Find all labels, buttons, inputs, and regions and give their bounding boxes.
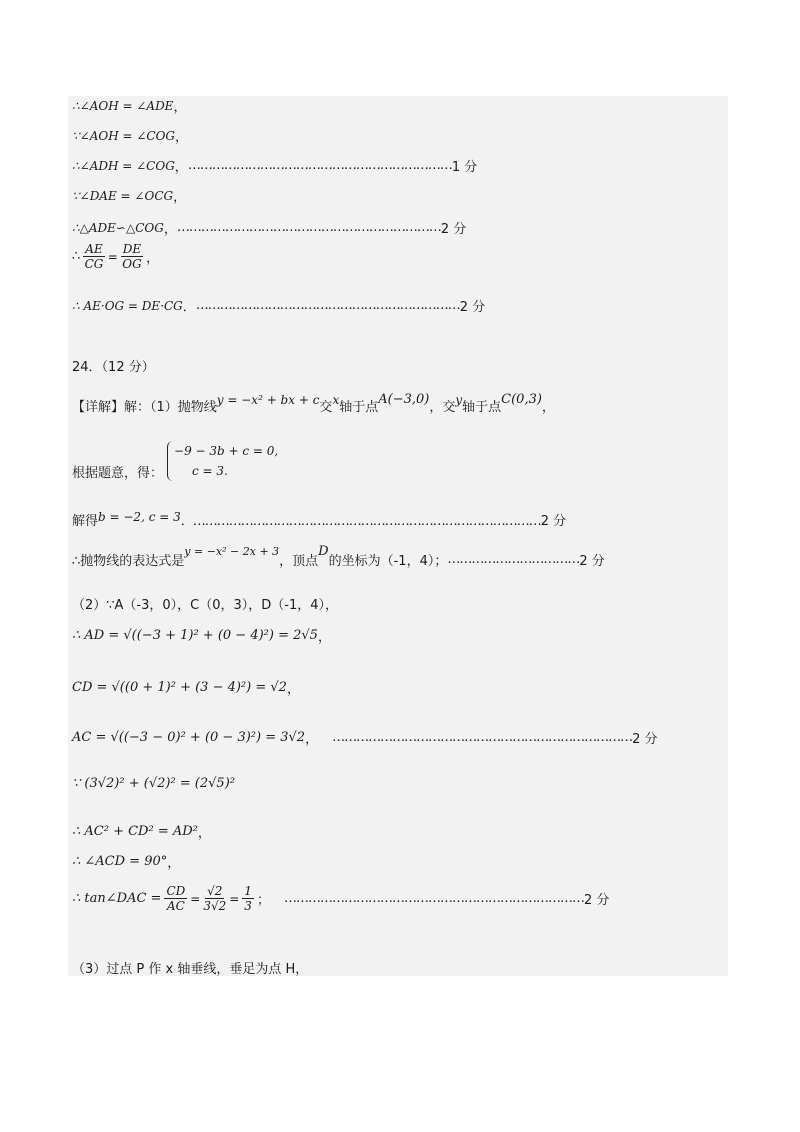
ad-distance: ∴ AD = √((−3 + 1)² + (0 − 4)²) = 2√5	[72, 628, 318, 643]
equation-2: c = 3.	[192, 463, 228, 478]
ratio-line: ∴ $\frac{AE}{CG}$ = $\frac{DE}{OG}$ ，	[72, 242, 160, 271]
proof-line-3	[72, 156, 477, 175]
point-c: C(0,3)	[501, 392, 542, 407]
leader-dots: …………………………………………………………………	[332, 730, 633, 745]
equation-system-line	[72, 440, 278, 481]
basis-text: 根据题意，得：	[72, 466, 164, 481]
angle-expression: ∴ ∠ACD = 90°	[72, 854, 168, 869]
ac-line	[72, 728, 657, 747]
leader-dots: …………………………………………………………	[176, 220, 441, 235]
score-label: 2 分	[459, 300, 486, 315]
text: 轴于点	[339, 400, 379, 415]
leader-dots: ……………………………	[447, 552, 580, 567]
sum-expression: ∴ AC² + CD² = AD²	[72, 824, 198, 839]
leader-dots: ．……………………………………………………………………………	[180, 514, 541, 529]
punctuation: ；	[256, 893, 270, 908]
question-heading: 24．（12 分）	[72, 360, 155, 375]
score-label: 2 分	[583, 893, 610, 908]
ac-distance: AC = √((−3 − 0)² + (0 − 3)²) = 3√2	[72, 730, 306, 745]
proof-line-1	[72, 96, 186, 115]
punctuation: ，	[173, 100, 187, 115]
math-expression: ∴∠AOH = ∠ADE	[72, 98, 174, 113]
score-label: 2 分	[632, 732, 658, 747]
math-expression: ∴ AE·OG = DE·CG	[72, 298, 183, 313]
because-line	[72, 776, 235, 791]
math-expression: ∵∠AOH = ∠COG	[72, 128, 176, 143]
punctuation: ．	[182, 300, 196, 315]
score-label: 2 分	[440, 222, 467, 237]
product-line	[72, 296, 485, 315]
score-label: 2 分	[579, 554, 605, 569]
text: ，交	[429, 400, 456, 415]
score-label: 2 分	[540, 514, 567, 529]
cd-line	[72, 678, 300, 697]
punctuation: ，	[163, 222, 177, 237]
text: 交	[319, 400, 333, 415]
fraction-root2: $\frac{√2}{3√2}$	[203, 884, 227, 913]
punctuation: ，	[174, 160, 188, 175]
math-expression: ∴∠ADH = ∠COG	[72, 158, 175, 173]
equation-1: −9 − 3b + c = 0,	[174, 443, 279, 458]
punctuation: ，	[175, 130, 189, 145]
leader-dots: …………………………………………………………	[195, 298, 460, 313]
part3-text: （3）过点 P 作 x 轴垂线，垂足为点 H，	[72, 962, 309, 977]
parabola-expression: y = −x² − 2x + 3	[184, 545, 280, 558]
fraction-de-og: $\frac{DE}{OG}$	[122, 242, 142, 271]
pythagoras-check: ∵ (3√2)² + (√2)² = (2√5)²	[72, 776, 235, 791]
punctuation: ，	[541, 400, 555, 415]
intro-text: 【详解】解：（1）抛物线	[72, 400, 217, 415]
function-expression: y = −x² + bx + c	[216, 392, 320, 407]
sum-line	[72, 822, 211, 841]
equation-system	[167, 441, 278, 481]
tan-prefix: ∴ tan∠DAC =	[72, 891, 162, 906]
question-number	[72, 356, 155, 375]
proof-line-4	[72, 186, 186, 205]
math-expression: ∴△ADE∽△COG	[72, 220, 164, 235]
points-text: （2）∵A（-3，0），C（0，3），D（-1，4），	[72, 598, 339, 613]
text: 的坐标为（-1，4）；	[328, 554, 448, 569]
punctuation: ，	[286, 682, 300, 697]
text: 解得	[72, 514, 99, 529]
punctuation: ，	[197, 826, 211, 841]
part1-intro	[72, 392, 555, 415]
punctuation: ，	[167, 856, 181, 871]
fraction-one-third: $\frac{1}{3}$	[244, 884, 252, 913]
y-variable: y	[455, 392, 463, 407]
therefore-symbol: ∴	[72, 249, 81, 264]
solution-values: b = −2, c = 3	[98, 509, 181, 524]
cd-distance: CD = √((0 + 1)² + (3 − 4)²) = √2	[72, 680, 287, 695]
leader-dots: …………………………………………………………	[187, 158, 452, 173]
text: ∴抛物线的表达式是	[72, 554, 185, 569]
expression-line	[72, 544, 605, 569]
proof-line-5	[72, 218, 466, 237]
score-label: 1 分	[451, 160, 478, 175]
proof-line-2	[72, 126, 188, 145]
punctuation: ，	[317, 630, 331, 645]
part2-intro	[72, 594, 338, 613]
fraction-cd-ac: $\frac{CD}{AC}$	[166, 884, 186, 913]
tan-line: ∴ tan∠DAC = $\frac{CD}{AC}$ = $\frac{√2}{3√2}$ = $\frac{1}{3}$ ； ………………………………………………………………… 2 分	[72, 884, 610, 913]
part3-line	[72, 958, 308, 977]
leader-dots: …………………………………………………………………	[283, 891, 584, 906]
fraction-ae-cg: $\frac{AE}{CG}$	[84, 242, 104, 271]
ad-line	[72, 626, 331, 645]
math-expression: ∵∠DAE = ∠OCG	[72, 188, 174, 203]
punctuation: ，	[173, 190, 187, 205]
x-variable: x	[332, 392, 340, 407]
vertex-d: D	[318, 544, 329, 559]
angle-line	[72, 852, 180, 871]
text: ，顶点	[279, 554, 319, 569]
point-a: A(−3,0)	[378, 392, 430, 407]
punctuation: ，	[305, 732, 319, 747]
text: 轴于点	[462, 400, 502, 415]
punctuation: ，	[146, 251, 160, 266]
solve-line	[72, 510, 566, 529]
